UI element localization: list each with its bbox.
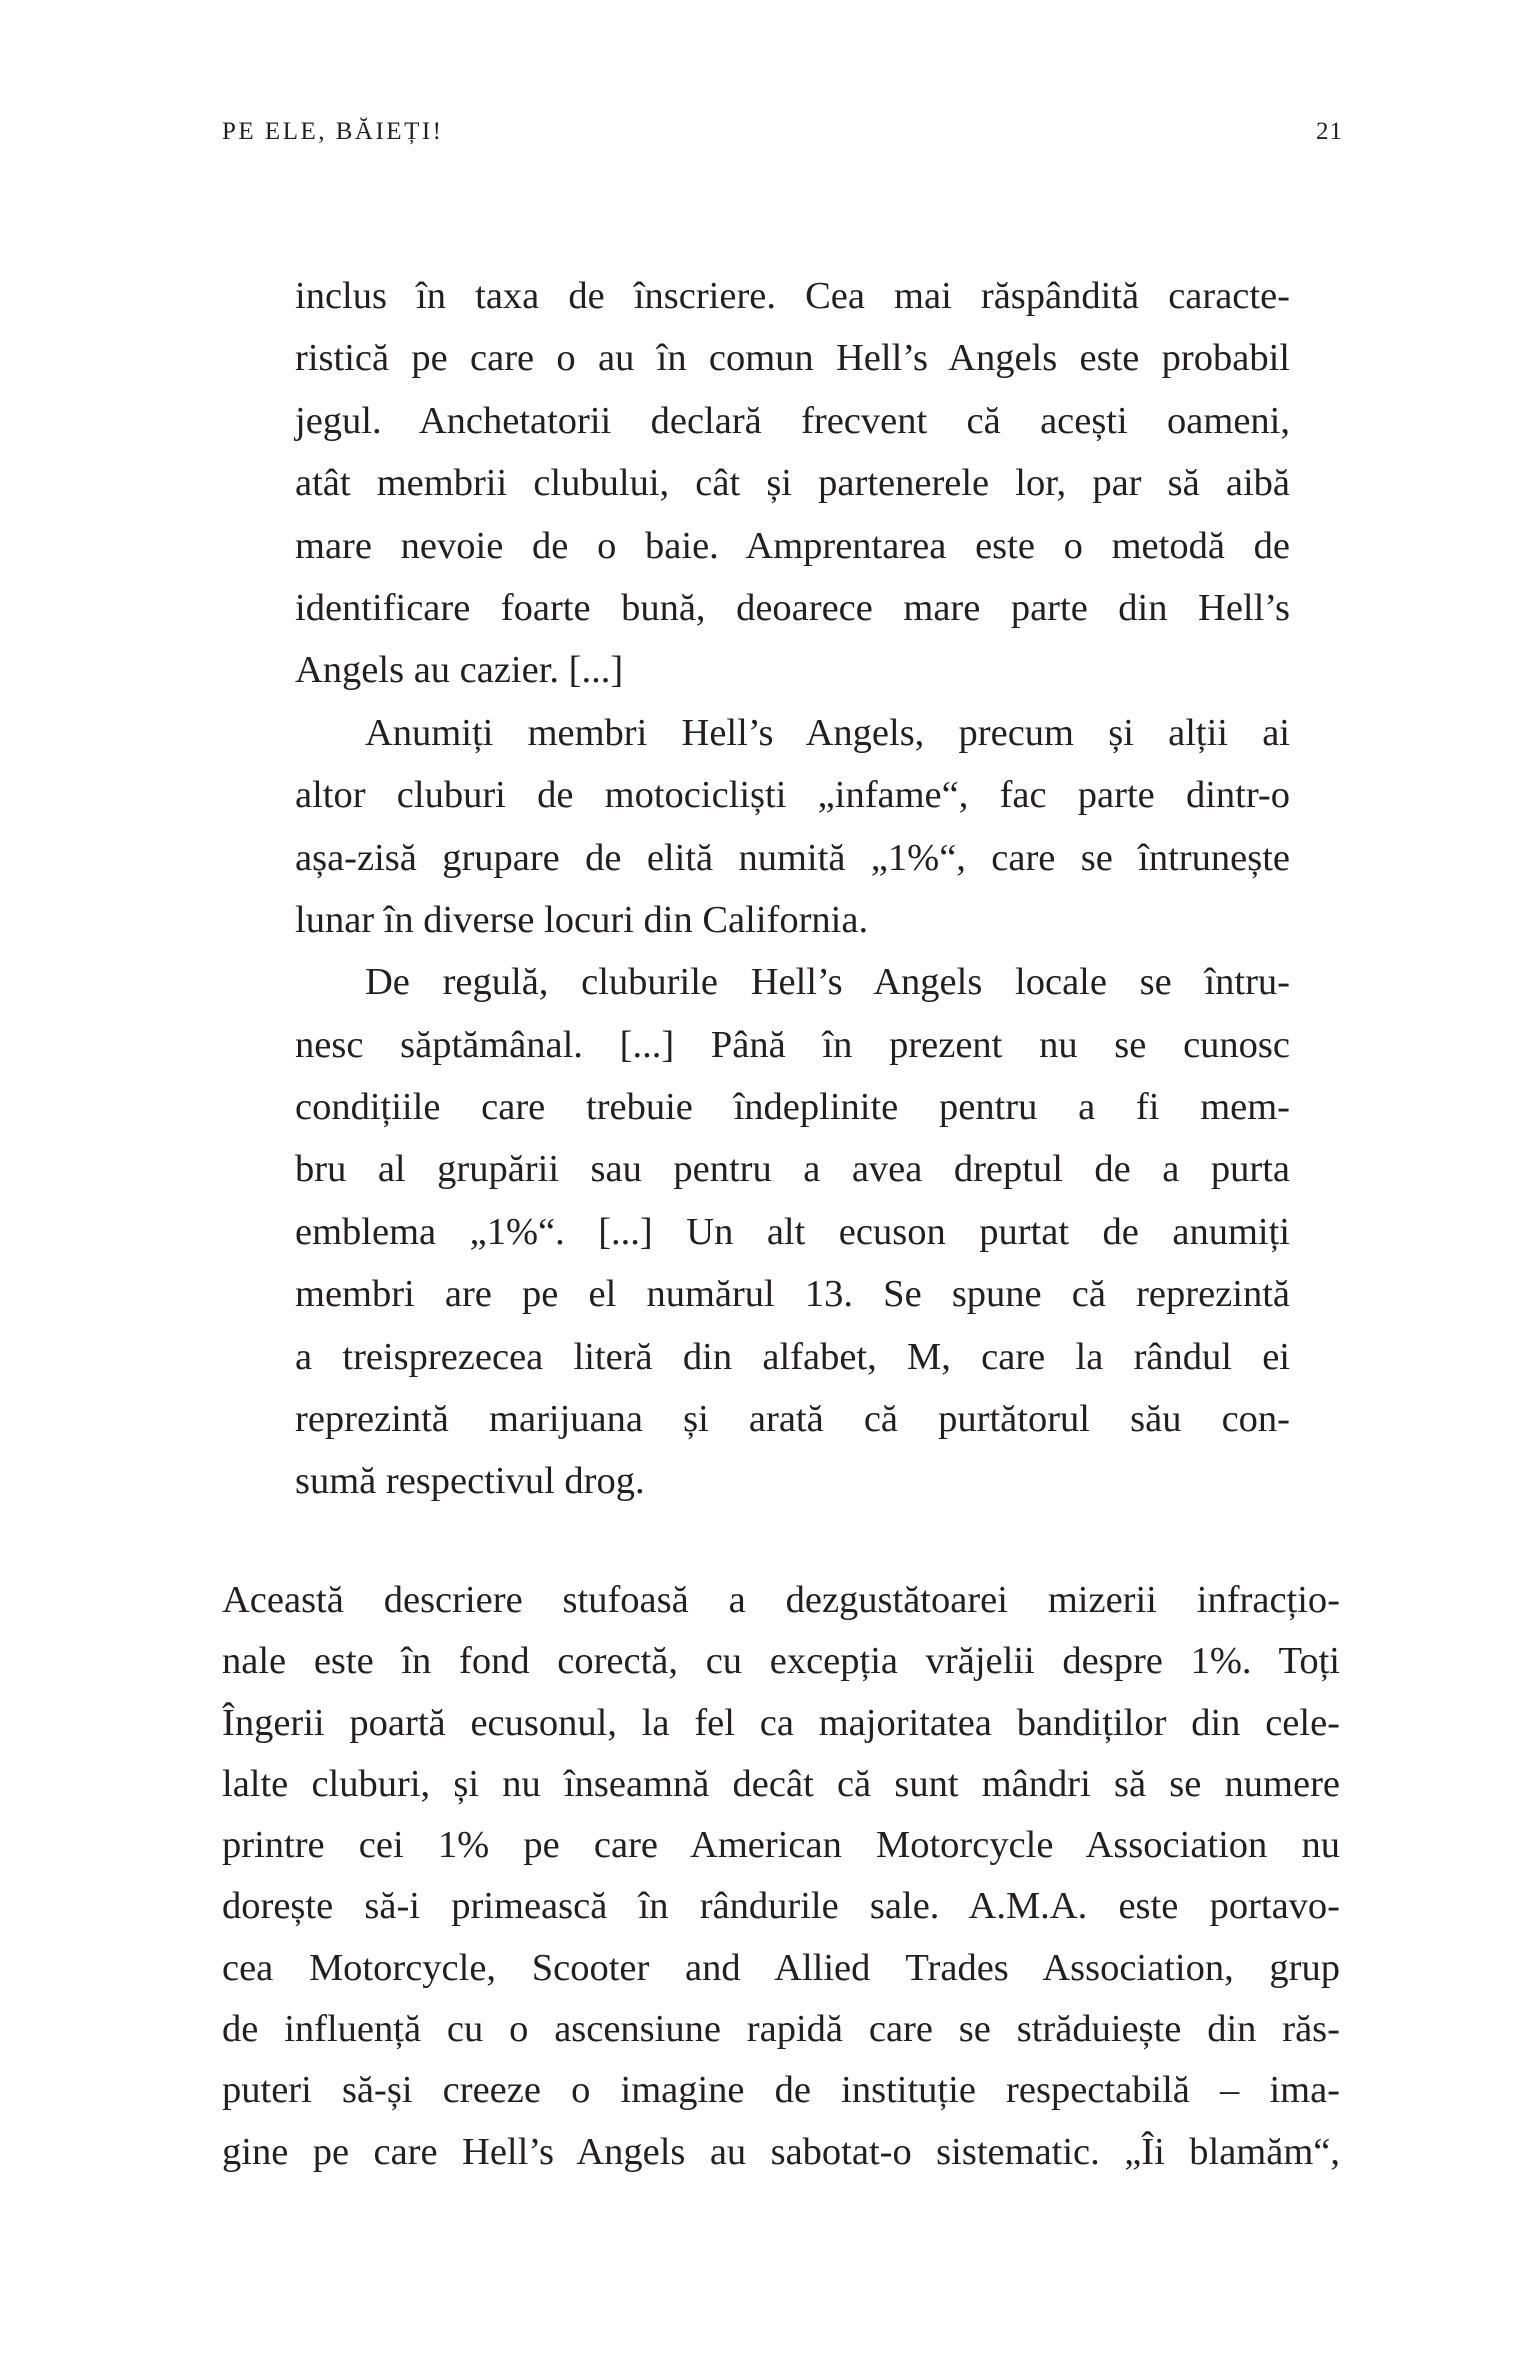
text-line: lalte cluburi, și nu înseamnă decât că sunt mândri să se numere [222,1762,1340,1805]
text-line: Angels au cazier. [...] [295,649,624,692]
text-line: mare nevoie de o baie. Amprentarea este o metodă de [295,524,1290,567]
text-line: lunar în diverse locuri din California. [295,898,869,941]
text-line: membri are pe el numărul 13. Se spune că reprezintă [295,1273,1290,1316]
text-line: puteri să-și creeze o imagine de instituție respectabilă – ima- [222,2069,1340,2112]
running-title: PE ELE, BĂIEȚI! [222,118,444,145]
text-line: cea Motorcycle, Scooter and Allied Trades Association, grup [222,1946,1340,1989]
page-number: 21 [1316,118,1343,145]
text-line: emblema „1%“. [...] Un alt ecuson purtat de anumiți [295,1210,1290,1253]
text-line: ristică pe care o au în comun Hell’s Angels este probabil [295,337,1290,380]
text-line: Îngerii poartă ecusonul, la fel ca majoritatea bandiților din cele- [222,1701,1340,1744]
text-line: identificare foarte bună, deoarece mare parte din Hell’s [295,586,1290,629]
text-line: de influență cu o ascensiune rapidă care se străduiește din răs- [222,2008,1340,2051]
text-line: atât membrii clubului, cât și partenerele lor, par să aibă [295,462,1290,505]
text-line: a treisprezecea literă din alfabet, M, care la rândul ei [295,1335,1290,1378]
text-line: De regulă, cluburile Hell’s Angels locale se întru- [365,961,1290,1004]
text-line: Această descriere stufoasă a dezgustătoarei mizerii infracțio- [222,1579,1340,1621]
text-line: altor cluburi de motocicliști „infame“, fac parte dintr-o [295,774,1290,817]
text-line: dorește să-i primească în rândurile sale. A.M.A. este portavo- [222,1885,1340,1928]
text-line: nesc săptămânal. [...] Până în prezent nu se cunosc [295,1023,1290,1066]
block-quote [295,265,1290,1513]
text-line: așa-zisă grupare de elită numită „1%“, care se întrunește [295,836,1290,879]
text-line: gine pe care Hell’s Angels au sabotat-o sistematic. „Îi blamăm“, [222,2130,1340,2173]
text-line: jegul. Anchetatorii declară frecvent că acești oameni, [295,399,1290,442]
text-line: reprezintă marijuana și arată că purtătorul său con- [295,1398,1290,1441]
text-line: nale este în fond corectă, cu excepția vrăjelii despre 1%. Toți [222,1640,1340,1683]
text-line: printre cei 1% pe care American Motorcycle Association nu [222,1824,1340,1867]
text-line: bru al grupării sau pentru a avea dreptul de a purta [295,1148,1290,1191]
text-line: inclus în taxa de înscriere. Cea mai răspândită caracte- [295,275,1290,317]
text-line: sumă respectivul drog. [295,1460,645,1503]
body-paragraph [222,1570,1340,2183]
text-line: Anumiți membri Hell’s Angels, precum și alții ai [365,711,1290,754]
text-line: condițiile care trebuie îndeplinite pentru a fi mem- [295,1086,1290,1129]
